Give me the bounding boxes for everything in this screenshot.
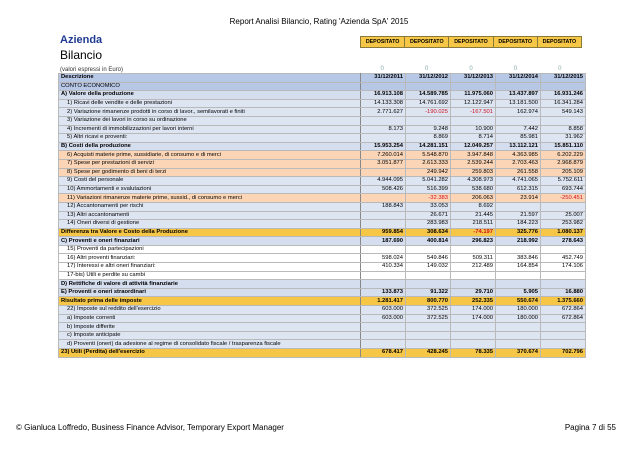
row-value: 549.143	[541, 108, 586, 117]
row-value: 174.000	[451, 306, 496, 315]
row-value: 325.776	[496, 228, 541, 237]
row-value: -190.025	[406, 108, 451, 117]
row-label: 12) Accantonamenti per rischi	[59, 202, 361, 211]
row-value	[361, 340, 406, 349]
table-row	[59, 297, 586, 306]
row-value: 253.982	[541, 220, 586, 229]
footer-page-number: Pagina 7 di 55	[564, 423, 616, 432]
row-value: 7.260.014	[361, 151, 406, 160]
row-value: 296.823	[451, 237, 496, 246]
row-value: 133.873	[361, 288, 406, 297]
row-value: 2.613.333	[406, 159, 451, 168]
table-row	[59, 306, 586, 315]
row-label: E) Proventi e oneri straordinari	[59, 288, 361, 297]
row-value	[541, 271, 586, 280]
row-value	[361, 220, 406, 229]
row-value: 2.539.244	[451, 159, 496, 168]
row-label: Risultato prima delle imposte	[59, 297, 361, 306]
table-row	[59, 177, 586, 186]
row-value: 31/12/2015	[541, 74, 586, 83]
row-value	[451, 82, 496, 91]
row-value: 2.771.627	[361, 108, 406, 117]
row-value: 206.063	[451, 194, 496, 203]
row-value: 508.426	[361, 185, 406, 194]
table-row	[59, 202, 586, 211]
table-row	[59, 340, 586, 349]
row-value: 23.914	[496, 194, 541, 203]
row-value: 550.674	[496, 297, 541, 306]
row-label: 17-bis) Utili e perdite su cambi	[59, 271, 361, 280]
table-row	[59, 91, 586, 100]
row-value	[451, 271, 496, 280]
row-value: 13.112.121	[496, 142, 541, 151]
row-value	[406, 82, 451, 91]
row-value	[406, 331, 451, 340]
deposit-header: DEPOSITATO	[493, 37, 537, 47]
deposit-header: DEPOSITATO	[365, 39, 400, 45]
row-value: 8.858	[541, 125, 586, 134]
row-value: 33.053	[406, 202, 451, 211]
footer-author: © Gianluca Loffredo, Business Finance Advisor, Temporary Export Manager	[16, 423, 284, 432]
row-label: 14) Oneri diversi di gestione	[59, 220, 361, 229]
row-label: b) Imposte differite	[59, 323, 361, 332]
row-value: 249.942	[406, 168, 451, 177]
row-value	[361, 211, 406, 220]
table-row	[59, 116, 586, 125]
row-value	[451, 116, 496, 125]
row-value	[541, 202, 586, 211]
row-label: 7) Spese per prestazioni di servizi	[59, 159, 361, 168]
table-row	[59, 288, 586, 297]
deposit-header-row	[360, 36, 582, 48]
row-value	[451, 323, 496, 332]
row-value	[361, 323, 406, 332]
row-value: 31.962	[541, 134, 586, 143]
row-value	[496, 280, 541, 289]
row-value: 5.548.870	[406, 151, 451, 160]
row-label: a) Imposte correnti	[59, 314, 361, 323]
row-value	[451, 331, 496, 340]
table-row	[59, 194, 586, 203]
row-value: 15.851.110	[541, 142, 586, 151]
table-row	[59, 228, 586, 237]
row-value: 1.281.417	[361, 297, 406, 306]
table-row	[59, 159, 586, 168]
row-value: 6.202.229	[541, 151, 586, 160]
row-value	[451, 340, 496, 349]
table-row	[59, 263, 586, 272]
row-value	[541, 323, 586, 332]
row-value: -32.383	[406, 194, 451, 203]
row-value	[361, 245, 406, 254]
balance-table	[58, 73, 586, 358]
row-value: 180.000	[496, 314, 541, 323]
values-note: (valori espressi in Euro)	[60, 67, 124, 73]
row-value: 12.122.947	[451, 99, 496, 108]
zero-cell: 0	[380, 66, 384, 72]
row-label: 3) Variazione dei lavori in corso su ordinazione	[59, 116, 361, 125]
row-value: 205.109	[541, 168, 586, 177]
row-value: 959.854	[361, 228, 406, 237]
row-value: 4.741.065	[496, 177, 541, 186]
row-value: 9.248	[406, 125, 451, 134]
row-value	[496, 82, 541, 91]
row-value: 11.975.060	[451, 91, 496, 100]
row-value	[496, 331, 541, 340]
row-value: 372.525	[406, 314, 451, 323]
deposit-header: DEPOSITATO	[537, 37, 581, 47]
table-row	[59, 82, 586, 91]
row-label: c) Imposte anticipate	[59, 331, 361, 340]
row-value: 693.744	[541, 185, 586, 194]
row-value: 5.041.282	[406, 177, 451, 186]
row-value: 26.671	[406, 211, 451, 220]
section-title: Bilancio	[60, 48, 103, 62]
table-row	[59, 314, 586, 323]
row-value: 678.417	[361, 349, 406, 358]
table-row	[59, 125, 586, 134]
row-label: D) Rettifiche di valore di attività finanziarie	[59, 280, 361, 289]
row-label: 1) Ricavi delle vendite e delle prestazioni	[59, 99, 361, 108]
table-row	[59, 151, 586, 160]
row-value: 400.814	[406, 237, 451, 246]
row-label: Descrizione	[59, 74, 361, 83]
row-label: 16) Altri proventi finanziari:	[59, 254, 361, 263]
row-value: 14.281.151	[406, 142, 451, 151]
row-value: 8.173	[361, 125, 406, 134]
row-value	[406, 340, 451, 349]
row-value: 21.445	[451, 211, 496, 220]
table-row	[59, 254, 586, 263]
row-value: 174.106	[541, 263, 586, 272]
row-label: 8) Spese per godimento di beni di terzi	[59, 168, 361, 177]
row-value: 13.437.897	[496, 91, 541, 100]
row-value	[361, 168, 406, 177]
row-value	[496, 271, 541, 280]
row-value: 308.634	[406, 228, 451, 237]
table-row	[59, 99, 586, 108]
row-value: 372.525	[406, 306, 451, 315]
row-value: 12.049.257	[451, 142, 496, 151]
row-value	[361, 116, 406, 125]
row-value	[361, 134, 406, 143]
row-value: 14.761.692	[406, 99, 451, 108]
row-label: 10) Ammortamenti e svalutazioni	[59, 185, 361, 194]
row-value: 149.032	[406, 263, 451, 272]
row-value: 509.311	[451, 254, 496, 263]
table-row	[59, 271, 586, 280]
table-row	[59, 323, 586, 332]
row-value: 15.953.254	[361, 142, 406, 151]
row-value: 31/12/2011	[361, 74, 406, 83]
row-value	[541, 331, 586, 340]
row-value: 549.846	[406, 254, 451, 263]
row-value: 7.442	[496, 125, 541, 134]
table-row	[59, 331, 586, 340]
row-label: 13) Altri accantonamenti	[59, 211, 361, 220]
row-value: 164.854	[496, 263, 541, 272]
row-value	[496, 116, 541, 125]
row-value	[496, 245, 541, 254]
row-label: A) Valore della produzione	[59, 91, 361, 100]
row-value: 212.489	[451, 263, 496, 272]
row-value: 672.864	[541, 306, 586, 315]
row-value: 31/12/2013	[451, 74, 496, 83]
zero-cell: 0	[469, 66, 473, 72]
row-value	[406, 245, 451, 254]
row-label: 15) Proventi da partecipazioni	[59, 245, 361, 254]
row-value: 370.674	[496, 349, 541, 358]
row-label: d) Proventi (oneri) da adesione al regime di consolidato fiscale / trasparenza fiscale	[59, 340, 361, 349]
zero-cell: 0	[558, 66, 562, 72]
row-value: 702.796	[541, 349, 586, 358]
row-value: 188.843	[361, 202, 406, 211]
row-value: 3.051.877	[361, 159, 406, 168]
row-value: 516.399	[406, 185, 451, 194]
row-value: 603.000	[361, 314, 406, 323]
row-value: 184.223	[496, 220, 541, 229]
row-value: 538.680	[451, 185, 496, 194]
row-label: C) Proventi e oneri finanziari	[59, 237, 361, 246]
table-row	[59, 168, 586, 177]
row-value: 410.334	[361, 263, 406, 272]
table-row	[59, 280, 586, 289]
row-value: 180.000	[496, 306, 541, 315]
row-value: 78.335	[451, 349, 496, 358]
row-value: 5.752.611	[541, 177, 586, 186]
row-value: 218.511	[451, 220, 496, 229]
row-value: 85.981	[496, 134, 541, 143]
row-value: 2.703.463	[496, 159, 541, 168]
deposit-header: DEPOSITATO	[404, 37, 448, 47]
table-row	[59, 134, 586, 143]
row-value: -167.501	[451, 108, 496, 117]
table-row	[59, 237, 586, 246]
row-value: 383.846	[496, 254, 541, 263]
row-value: 16.341.284	[541, 99, 586, 108]
row-value	[541, 340, 586, 349]
row-value: 8.692	[451, 202, 496, 211]
row-value	[406, 116, 451, 125]
row-value: 4.308.973	[451, 177, 496, 186]
table-row	[59, 211, 586, 220]
row-value: 31/12/2014	[496, 74, 541, 83]
report-title: Report Analisi Bilancio, Rating 'Azienda SpA' 2015	[229, 17, 409, 26]
company-label: Azienda	[60, 34, 103, 46]
row-value	[496, 323, 541, 332]
row-label: 5) Altri ricavi e proventi:	[59, 134, 361, 143]
row-value: 612.315	[496, 185, 541, 194]
row-value: 800.770	[406, 297, 451, 306]
row-value	[361, 82, 406, 91]
row-value: 14.133.308	[361, 99, 406, 108]
row-value: 4.944.095	[361, 177, 406, 186]
row-label: 17) Interessi e altri oneri finanziari:	[59, 263, 361, 272]
row-value	[361, 280, 406, 289]
table-row	[59, 74, 586, 83]
row-label: 9) Costi del personale	[59, 177, 361, 186]
table-row	[59, 245, 586, 254]
row-value: 218.992	[496, 237, 541, 246]
row-value: 5.905	[496, 288, 541, 297]
row-label: 6) Acquisti materie prime, sussidiarie, di consumo e di merci	[59, 151, 361, 160]
zero-cell: 0	[424, 66, 429, 72]
row-value	[541, 82, 586, 91]
row-label: 11) Variazioni rimanenze materie prime, sussid., di consumo e merci	[59, 194, 361, 203]
row-value: 31/12/2012	[406, 74, 451, 83]
row-value: 16.913.108	[361, 91, 406, 100]
row-value: 252.335	[451, 297, 496, 306]
row-value: 14.589.785	[406, 91, 451, 100]
row-value	[496, 340, 541, 349]
row-value: 603.000	[361, 306, 406, 315]
table-row	[59, 108, 586, 117]
row-label: 23) Utili (Perdita) dell'esercizio	[59, 349, 361, 358]
row-label: 4) Incrementi di immobilizzazioni per lavori interni	[59, 125, 361, 134]
row-value: 1.375.660	[541, 297, 586, 306]
row-value: 672.864	[541, 314, 586, 323]
row-label: CONTO ECONOMICO	[59, 82, 361, 91]
row-value: 174.000	[451, 314, 496, 323]
table-row	[59, 349, 586, 358]
row-value: 21.597	[496, 211, 541, 220]
row-value: 283.983	[406, 220, 451, 229]
deposit-header: DEPOSITATO	[448, 37, 492, 47]
row-value: 187.690	[361, 237, 406, 246]
row-value: 91.322	[406, 288, 451, 297]
row-value: 3.947.848	[451, 151, 496, 160]
row-value: 8.714	[451, 134, 496, 143]
row-value: 10.900	[451, 125, 496, 134]
row-value: 261.558	[496, 168, 541, 177]
row-value	[406, 323, 451, 332]
row-value: 428.245	[406, 349, 451, 358]
row-label: Differenza tra Valore e Costo della Produzione	[59, 228, 361, 237]
row-value: 4.363.985	[496, 151, 541, 160]
row-value: 29.710	[451, 288, 496, 297]
row-value	[361, 271, 406, 280]
row-label: 2) Variazione rimanenze prodotti in corso di lavor., semilavorati e finiti	[59, 108, 361, 117]
row-value	[451, 280, 496, 289]
row-value: 25.007	[541, 211, 586, 220]
row-value	[406, 271, 451, 280]
row-value	[406, 280, 451, 289]
row-label: B) Costi della produzione	[59, 142, 361, 151]
row-value: 16.880	[541, 288, 586, 297]
row-value: 452.749	[541, 254, 586, 263]
row-value	[496, 202, 541, 211]
row-value: -250.451	[541, 194, 586, 203]
table-row	[59, 185, 586, 194]
table-row	[59, 220, 586, 229]
row-label: 22) Imposte sul reddito dell'esercizio	[59, 306, 361, 315]
row-value	[451, 245, 496, 254]
row-value: 598.024	[361, 254, 406, 263]
row-value: 8.869	[406, 134, 451, 143]
row-value	[361, 194, 406, 203]
row-value	[541, 116, 586, 125]
row-value: 1.080.137	[541, 228, 586, 237]
row-value	[541, 245, 586, 254]
table-row	[59, 142, 586, 151]
row-value: 16.931.246	[541, 91, 586, 100]
row-value: 162.974	[496, 108, 541, 117]
zero-cell: 0	[513, 66, 518, 72]
row-value	[541, 280, 586, 289]
row-value: 2.968.879	[541, 159, 586, 168]
row-value	[361, 331, 406, 340]
row-value: -74.197	[451, 228, 496, 237]
row-value: 278.643	[541, 237, 586, 246]
zero-row	[360, 66, 582, 72]
row-value: 13.181.500	[496, 99, 541, 108]
row-value: 259.803	[451, 168, 496, 177]
